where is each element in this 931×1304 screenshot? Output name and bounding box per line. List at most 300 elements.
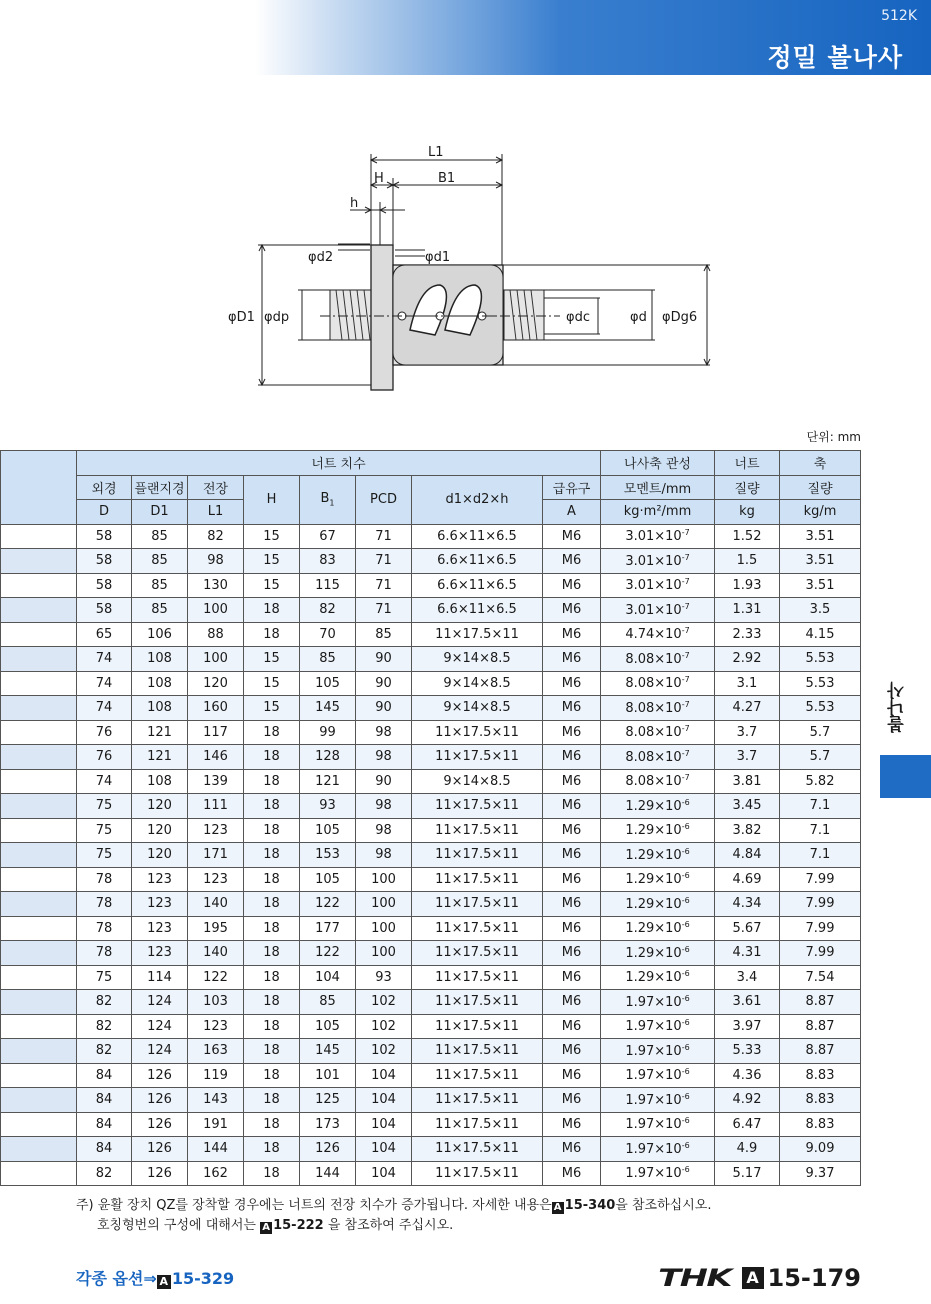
length-cell: 195	[188, 916, 244, 941]
inertia-cell	[601, 1161, 715, 1186]
shaft-mass-cell: 5.7	[780, 720, 861, 745]
inertia-exponent: -7	[681, 552, 690, 562]
H-cell: 15	[244, 647, 300, 672]
label-L1: L1	[428, 145, 444, 160]
ref-icon: A	[157, 1275, 171, 1289]
model-cell	[1, 916, 77, 941]
side-tab-marker	[880, 755, 931, 798]
label-d: φd	[630, 310, 647, 325]
inertia-exponent: -7	[681, 601, 690, 611]
bolt-cell: 11×17.5×11	[412, 794, 543, 819]
bolt-cell: 11×17.5×11	[412, 965, 543, 990]
table-row	[1, 1063, 861, 1088]
H-cell: 18	[244, 990, 300, 1015]
inertia-cell	[601, 671, 715, 696]
bolt-cell: 11×17.5×11	[412, 1112, 543, 1137]
H-cell: 18	[244, 1039, 300, 1064]
outer-dia-cell: 75	[77, 818, 132, 843]
PCD-cell: 90	[356, 769, 412, 794]
note-1-ref[interactable]: 15-340	[564, 1198, 616, 1213]
H-cell: 18	[244, 1014, 300, 1039]
flange-dia-cell: 85	[132, 598, 188, 623]
inertia-cell	[601, 720, 715, 745]
inertia-base: 1.29×10	[625, 798, 682, 814]
bolt-cell: 11×17.5×11	[412, 720, 543, 745]
length-symbol: L1	[188, 500, 244, 525]
inertia-base: 1.97×10	[625, 1043, 682, 1059]
note-2-ref[interactable]: 15-222	[273, 1218, 324, 1233]
PCD-cell: 98	[356, 843, 412, 868]
bolt-cell: 11×17.5×11	[412, 622, 543, 647]
note-2-text: 호칭형번의 구성에 대해서는	[97, 1218, 261, 1233]
shaft-mass-cell: 7.1	[780, 843, 861, 868]
lube-cell: M6	[543, 647, 601, 672]
flange-dia-cell: 124	[132, 1039, 188, 1064]
length-cell: 120	[188, 671, 244, 696]
table-row	[1, 892, 861, 917]
inertia-cell	[601, 745, 715, 770]
model-cell	[1, 671, 77, 696]
model-cell	[1, 622, 77, 647]
nut-mass-cell: 4.34	[715, 892, 780, 917]
table-row	[1, 549, 861, 574]
shaft-mass-unit: kg/m	[780, 500, 861, 525]
B1-cell: 105	[300, 818, 356, 843]
lube-header: 급유구	[543, 475, 601, 500]
shaft-mass-cell: 5.53	[780, 696, 861, 721]
inertia-exponent: -7	[681, 528, 690, 538]
length-cell: 143	[188, 1088, 244, 1113]
shaft-mass-cell: 7.1	[780, 818, 861, 843]
flange-dia-cell: 123	[132, 941, 188, 966]
page-code: 512K	[881, 8, 917, 24]
inertia-cell	[601, 549, 715, 574]
lube-cell: M6	[543, 598, 601, 623]
table-row	[1, 573, 861, 598]
B1-cell: 70	[300, 622, 356, 647]
nut-mass-cell: 1.31	[715, 598, 780, 623]
outer-dia-cell: 75	[77, 794, 132, 819]
length-cell: 144	[188, 1137, 244, 1162]
table-row	[1, 965, 861, 990]
table-row	[1, 671, 861, 696]
shaft-mass-cell: 8.83	[780, 1063, 861, 1088]
nut-mass-cell: 3.82	[715, 818, 780, 843]
lube-cell: M6	[543, 720, 601, 745]
nut-mass-header-1: 너트	[715, 451, 780, 476]
flange-dia-cell: 108	[132, 769, 188, 794]
model-cell	[1, 745, 77, 770]
lube-cell: M6	[543, 843, 601, 868]
inertia-base: 1.97×10	[625, 1166, 682, 1182]
inertia-base: 4.74×10	[625, 627, 682, 643]
footer-page	[658, 1264, 861, 1292]
B1-cell: 99	[300, 720, 356, 745]
H-cell: 18	[244, 965, 300, 990]
spec-table-body	[1, 524, 861, 1186]
inertia-base: 1.97×10	[625, 1019, 682, 1035]
inertia-exponent: -6	[681, 1165, 690, 1175]
B1-cell: 145	[300, 1039, 356, 1064]
lube-cell: M6	[543, 1014, 601, 1039]
table-row	[1, 843, 861, 868]
flange-dia-cell: 123	[132, 867, 188, 892]
nut-mass-cell: 5.17	[715, 1161, 780, 1186]
outer-dia-cell: 76	[77, 720, 132, 745]
inertia-cell	[601, 1137, 715, 1162]
bolt-cell: 6.6×11×6.5	[412, 573, 543, 598]
table-row	[1, 916, 861, 941]
outer-dia-symbol: D	[77, 500, 132, 525]
B1-cell: 126	[300, 1137, 356, 1162]
inertia-base: 1.29×10	[625, 823, 682, 839]
nut-mass-cell: 4.69	[715, 867, 780, 892]
flange-dia-cell: 108	[132, 671, 188, 696]
inertia-exponent: -6	[681, 1116, 690, 1126]
model-cell	[1, 892, 77, 917]
PCD-cell: 100	[356, 867, 412, 892]
lube-cell: M6	[543, 867, 601, 892]
inertia-cell	[601, 622, 715, 647]
table-row	[1, 941, 861, 966]
model-cell	[1, 524, 77, 549]
options-ref[interactable]: 15-329	[171, 1269, 235, 1288]
model-cell	[1, 1039, 77, 1064]
lube-cell: M6	[543, 990, 601, 1015]
nut-mass-cell: 1.93	[715, 573, 780, 598]
outer-dia-header: 외경	[77, 475, 132, 500]
model-cell	[1, 1063, 77, 1088]
shaft-mass-cell: 3.51	[780, 573, 861, 598]
inertia-header-2: 모멘트/mm	[601, 475, 715, 500]
nut-mass-cell: 4.9	[715, 1137, 780, 1162]
inertia-exponent: -7	[681, 626, 690, 636]
length-cell: 103	[188, 990, 244, 1015]
flange-dia-cell: 108	[132, 696, 188, 721]
ref-icon: A	[552, 1202, 564, 1214]
page-title: 정밀 볼나사	[767, 43, 903, 72]
outer-dia-cell: 84	[77, 1137, 132, 1162]
flange-dia-cell: 126	[132, 1088, 188, 1113]
inertia-exponent: -6	[681, 797, 690, 807]
bolt-cell: 11×17.5×11	[412, 1014, 543, 1039]
length-cell: 162	[188, 1161, 244, 1186]
inertia-exponent: -6	[681, 1140, 690, 1150]
model-cell	[1, 647, 77, 672]
B1-cell: 128	[300, 745, 356, 770]
flange-dia-cell: 124	[132, 1014, 188, 1039]
outer-dia-cell: 78	[77, 941, 132, 966]
inertia-exponent: -6	[681, 1091, 690, 1101]
B1-cell: 101	[300, 1063, 356, 1088]
table-row	[1, 769, 861, 794]
length-cell: 160	[188, 696, 244, 721]
inertia-unit: kg·m²/mm	[601, 500, 715, 525]
H-cell: 18	[244, 916, 300, 941]
H-cell: 18	[244, 794, 300, 819]
PCD-cell: 85	[356, 622, 412, 647]
B1-cell: 85	[300, 990, 356, 1015]
model-cell	[1, 818, 77, 843]
inertia-exponent: -6	[681, 993, 690, 1003]
options-link[interactable]	[76, 1266, 234, 1289]
table-row	[1, 1014, 861, 1039]
H-cell: 15	[244, 524, 300, 549]
outer-dia-cell: 75	[77, 965, 132, 990]
shaft-mass-cell: 8.87	[780, 990, 861, 1015]
table-row	[1, 720, 861, 745]
lube-cell: M6	[543, 745, 601, 770]
length-cell: 130	[188, 573, 244, 598]
flange-dia-cell: 85	[132, 573, 188, 598]
inertia-header-1: 나사축 관성	[601, 451, 715, 476]
PCD-cell: 93	[356, 965, 412, 990]
length-cell: 122	[188, 965, 244, 990]
flange-dia-cell: 126	[132, 1137, 188, 1162]
page-ref-icon: A	[742, 1267, 764, 1289]
PCD-header: PCD	[356, 475, 412, 524]
nut-mass-header-2: 질량	[715, 475, 780, 500]
inertia-exponent: -7	[681, 724, 690, 734]
flange-dia-cell: 124	[132, 990, 188, 1015]
PCD-cell: 90	[356, 647, 412, 672]
table-row	[1, 598, 861, 623]
model-cell	[1, 1161, 77, 1186]
inertia-base: 8.08×10	[625, 676, 682, 692]
inertia-base: 3.01×10	[625, 553, 682, 569]
B1-header: $B_1$	[300, 475, 356, 524]
H-cell: 15	[244, 671, 300, 696]
outer-dia-cell: 74	[77, 671, 132, 696]
flange-dia-header: 플랜지경	[132, 475, 188, 500]
model-cell	[1, 573, 77, 598]
lube-cell: M6	[543, 965, 601, 990]
length-cell: 100	[188, 598, 244, 623]
flange-dia-cell: 123	[132, 916, 188, 941]
inertia-cell	[601, 524, 715, 549]
H-cell: 18	[244, 892, 300, 917]
B1-cell: 105	[300, 867, 356, 892]
length-cell: 119	[188, 1063, 244, 1088]
nut-mass-cell: 5.33	[715, 1039, 780, 1064]
shaft-mass-cell: 5.53	[780, 671, 861, 696]
label-B1: B1	[438, 171, 456, 186]
inertia-cell	[601, 598, 715, 623]
label-d2: φd2	[308, 250, 334, 265]
inertia-base: 1.97×10	[625, 1141, 682, 1157]
H-cell: 18	[244, 622, 300, 647]
PCD-cell: 71	[356, 549, 412, 574]
inertia-cell	[601, 647, 715, 672]
bolt-header: d1×d2×h	[412, 475, 543, 524]
table-row	[1, 524, 861, 549]
B1-cell: 115	[300, 573, 356, 598]
model-cell	[1, 941, 77, 966]
shaft-mass-cell: 8.83	[780, 1088, 861, 1113]
inertia-cell	[601, 892, 715, 917]
inertia-base: 8.08×10	[625, 651, 682, 667]
model-cell	[1, 1112, 77, 1137]
nut-mass-cell: 4.36	[715, 1063, 780, 1088]
model-cell	[1, 794, 77, 819]
length-cell: 139	[188, 769, 244, 794]
lube-cell: M6	[543, 1063, 601, 1088]
H-cell: 18	[244, 745, 300, 770]
shaft-mass-cell: 7.99	[780, 916, 861, 941]
ball-screw-drawing	[0, 140, 931, 400]
model-cell	[1, 549, 77, 574]
inertia-cell	[601, 1112, 715, 1137]
inertia-exponent: -6	[681, 846, 690, 856]
table-row	[1, 1088, 861, 1113]
inertia-exponent: -7	[681, 773, 690, 783]
H-cell: 18	[244, 1137, 300, 1162]
PCD-cell: 104	[356, 1161, 412, 1186]
flange-dia-symbol: D1	[132, 500, 188, 525]
nut-mass-cell: 2.33	[715, 622, 780, 647]
H-cell: 18	[244, 1063, 300, 1088]
label-Dg6: φDg6	[662, 310, 698, 325]
label-h: h	[350, 196, 359, 211]
thk-logo: THK	[658, 1264, 732, 1292]
shaft-mass-cell: 7.99	[780, 892, 861, 917]
flange-dia-cell: 121	[132, 720, 188, 745]
bolt-cell: 6.6×11×6.5	[412, 524, 543, 549]
inertia-cell	[601, 696, 715, 721]
inertia-base: 8.08×10	[625, 749, 682, 765]
bolt-cell: 11×17.5×11	[412, 941, 543, 966]
outer-dia-cell: 78	[77, 892, 132, 917]
lube-cell: M6	[543, 892, 601, 917]
H-cell: 18	[244, 1112, 300, 1137]
B1-cell: 105	[300, 671, 356, 696]
bolt-cell: 11×17.5×11	[412, 1137, 543, 1162]
lube-cell: M6	[543, 769, 601, 794]
H-cell: 15	[244, 696, 300, 721]
table-row	[1, 1039, 861, 1064]
length-cell: 171	[188, 843, 244, 868]
PCD-cell: 104	[356, 1137, 412, 1162]
flange-dia-cell: 85	[132, 549, 188, 574]
H-cell: 18	[244, 769, 300, 794]
nut-mass-cell: 3.4	[715, 965, 780, 990]
model-col-header	[1, 451, 77, 525]
length-cell: 123	[188, 867, 244, 892]
inertia-cell	[601, 1063, 715, 1088]
length-cell: 88	[188, 622, 244, 647]
shaft-mass-cell: 7.1	[780, 794, 861, 819]
bolt-cell: 11×17.5×11	[412, 1039, 543, 1064]
inertia-exponent: -6	[681, 1042, 690, 1052]
nut-mass-cell: 3.45	[715, 794, 780, 819]
label-D1: φD1	[228, 310, 255, 325]
inertia-cell	[601, 1014, 715, 1039]
inertia-base: 1.29×10	[625, 970, 682, 986]
inertia-cell	[601, 794, 715, 819]
inertia-exponent: -6	[681, 822, 690, 832]
B1-cell: 177	[300, 916, 356, 941]
length-header: 전장	[188, 475, 244, 500]
nut-mass-cell: 1.52	[715, 524, 780, 549]
B1-cell: 67	[300, 524, 356, 549]
B1-cell: 145	[300, 696, 356, 721]
lube-cell: M6	[543, 1088, 601, 1113]
flange-dia-cell: 114	[132, 965, 188, 990]
length-cell: 111	[188, 794, 244, 819]
H-cell: 18	[244, 941, 300, 966]
PCD-cell: 98	[356, 745, 412, 770]
nut-mass-unit: kg	[715, 500, 780, 525]
page-number: 15-179	[767, 1264, 861, 1292]
B1-cell: 121	[300, 769, 356, 794]
nut-mass-cell: 3.61	[715, 990, 780, 1015]
model-cell	[1, 1014, 77, 1039]
nut-dims-header: 너트 치수	[77, 451, 601, 476]
ref-icon: A	[260, 1222, 272, 1234]
length-cell: 100	[188, 647, 244, 672]
lube-cell: M6	[543, 696, 601, 721]
B1-cell: 153	[300, 843, 356, 868]
side-tab-label: 볼나사	[888, 682, 908, 734]
shaft-mass-cell: 5.7	[780, 745, 861, 770]
model-cell	[1, 720, 77, 745]
shaft-mass-header-2: 질량	[780, 475, 861, 500]
outer-dia-cell: 78	[77, 867, 132, 892]
H-cell: 18	[244, 818, 300, 843]
model-cell	[1, 696, 77, 721]
table-row	[1, 696, 861, 721]
outer-dia-cell: 58	[77, 549, 132, 574]
PCD-cell: 98	[356, 818, 412, 843]
flange-dia-cell: 85	[132, 524, 188, 549]
notes	[76, 1196, 711, 1236]
PCD-cell: 71	[356, 598, 412, 623]
bolt-cell: 11×17.5×11	[412, 916, 543, 941]
inertia-cell	[601, 1088, 715, 1113]
PCD-cell: 90	[356, 696, 412, 721]
unit-label: 단위: mm	[806, 430, 861, 444]
inertia-exponent: -7	[681, 699, 690, 709]
B1-cell: 122	[300, 892, 356, 917]
model-cell	[1, 769, 77, 794]
B1-cell: 82	[300, 598, 356, 623]
length-cell: 191	[188, 1112, 244, 1137]
label-d1: φd1	[425, 250, 451, 265]
table-row	[1, 818, 861, 843]
inertia-exponent: -6	[681, 895, 690, 905]
table-row	[1, 1112, 861, 1137]
spec-table	[0, 450, 861, 1186]
H-header: H	[244, 475, 300, 524]
inertia-base: 1.29×10	[625, 945, 682, 961]
PCD-cell: 102	[356, 1039, 412, 1064]
shaft-mass-cell: 9.37	[780, 1161, 861, 1186]
lube-symbol: A	[543, 500, 601, 525]
flange-dia-cell: 106	[132, 622, 188, 647]
outer-dia-cell: 65	[77, 622, 132, 647]
model-cell	[1, 990, 77, 1015]
flange-dia-cell: 126	[132, 1112, 188, 1137]
shaft-mass-cell: 8.87	[780, 1014, 861, 1039]
model-cell	[1, 843, 77, 868]
nut-mass-cell: 3.97	[715, 1014, 780, 1039]
PCD-cell: 98	[356, 794, 412, 819]
table-row	[1, 794, 861, 819]
lube-cell: M6	[543, 524, 601, 549]
length-cell: 140	[188, 892, 244, 917]
shaft-mass-header-1: 축	[780, 451, 861, 476]
outer-dia-cell: 58	[77, 598, 132, 623]
